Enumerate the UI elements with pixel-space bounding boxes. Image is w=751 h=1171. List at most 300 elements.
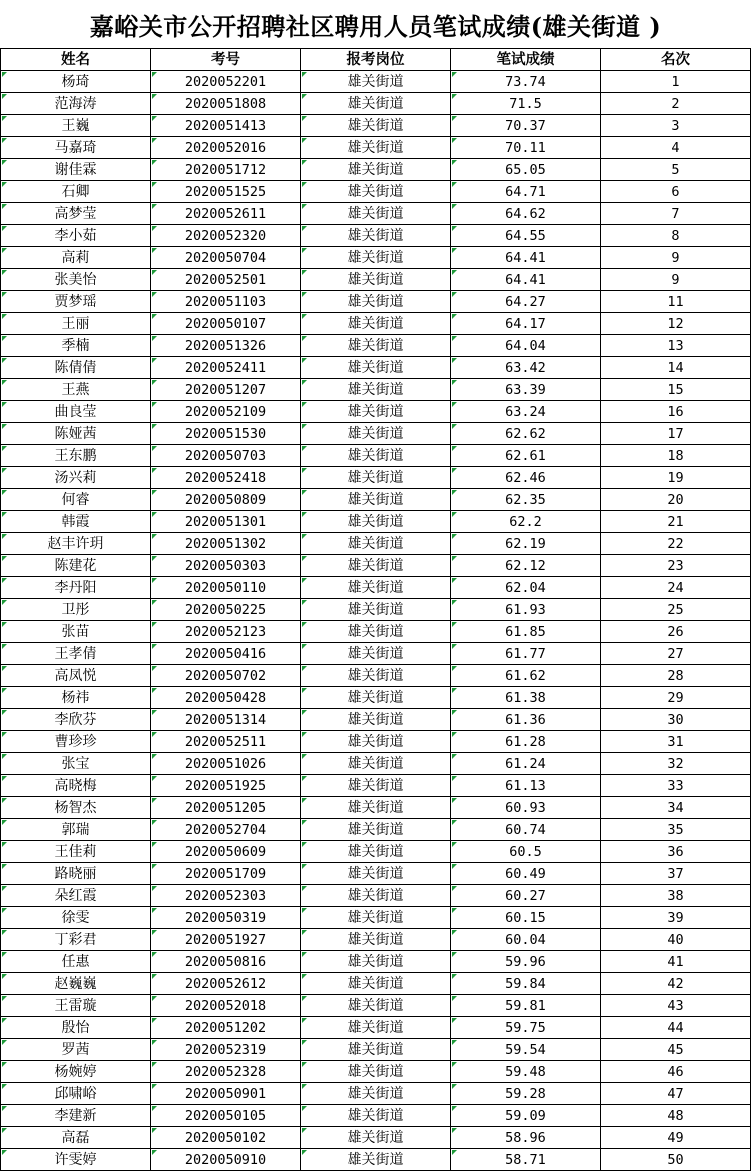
cell-score: 62.19 [451,533,601,555]
cell-score: 60.27 [451,885,601,907]
cell-name: 汤兴莉 [1,467,151,489]
cell-post: 雄关街道 [301,775,451,797]
cell-post: 雄关街道 [301,71,451,93]
cell-post: 雄关街道 [301,181,451,203]
cell-rank: 6 [601,181,751,203]
table-row [1,753,751,775]
cell-exam-id: 2020051026 [151,753,301,775]
cell-name: 高梦莹 [1,203,151,225]
cell-rank: 26 [601,621,751,643]
cell-score: 70.37 [451,115,601,137]
cell-exam-id: 2020051314 [151,709,301,731]
cell-rank: 35 [601,819,751,841]
cell-post: 雄关街道 [301,973,451,995]
cell-score: 64.04 [451,335,601,357]
cell-score: 64.62 [451,203,601,225]
table-row [1,907,751,929]
cell-name: 高凤悦 [1,665,151,687]
cell-post: 雄关街道 [301,225,451,247]
table-row [1,181,751,203]
table-body [1,71,751,1171]
cell-post: 雄关街道 [301,335,451,357]
cell-score: 61.24 [451,753,601,775]
cell-exam-id: 2020050102 [151,1127,301,1149]
cell-score: 61.38 [451,687,601,709]
table-row [1,357,751,379]
cell-score: 61.28 [451,731,601,753]
cell-exam-id: 2020051925 [151,775,301,797]
cell-post: 雄关街道 [301,731,451,753]
cell-post: 雄关街道 [301,379,451,401]
cell-score: 62.62 [451,423,601,445]
cell-rank: 38 [601,885,751,907]
cell-post: 雄关街道 [301,621,451,643]
cell-exam-id: 2020052511 [151,731,301,753]
cell-name: 卫彤 [1,599,151,621]
cell-score: 60.15 [451,907,601,929]
cell-exam-id: 2020052201 [151,71,301,93]
cell-rank: 4 [601,137,751,159]
cell-rank: 22 [601,533,751,555]
cell-score: 63.42 [451,357,601,379]
cell-name: 杨琦 [1,71,151,93]
cell-exam-id: 2020051326 [151,335,301,357]
cell-exam-id: 2020051302 [151,533,301,555]
cell-rank: 46 [601,1061,751,1083]
cell-post: 雄关街道 [301,423,451,445]
cell-name: 陈建花 [1,555,151,577]
header-post: 报考岗位 [301,49,451,71]
cell-name: 陈娅茜 [1,423,151,445]
cell-rank: 45 [601,1039,751,1061]
cell-score: 73.74 [451,71,601,93]
cell-score: 58.96 [451,1127,601,1149]
cell-score: 62.61 [451,445,601,467]
cell-post: 雄关街道 [301,753,451,775]
cell-score: 61.77 [451,643,601,665]
table-row [1,797,751,819]
cell-score: 62.35 [451,489,601,511]
cell-score: 65.05 [451,159,601,181]
cell-rank: 34 [601,797,751,819]
cell-name: 高磊 [1,1127,151,1149]
table-row [1,1105,751,1127]
cell-exam-id: 2020051205 [151,797,301,819]
cell-post: 雄关街道 [301,1105,451,1127]
cell-rank: 19 [601,467,751,489]
cell-name: 任惠 [1,951,151,973]
cell-score: 59.28 [451,1083,601,1105]
cell-post: 雄关街道 [301,511,451,533]
cell-exam-id: 2020052016 [151,137,301,159]
cell-name: 朵红霞 [1,885,151,907]
cell-rank: 11 [601,291,751,313]
cell-rank: 14 [601,357,751,379]
cell-post: 雄关街道 [301,665,451,687]
cell-exam-id: 2020052704 [151,819,301,841]
cell-exam-id: 2020051927 [151,929,301,951]
table-row [1,445,751,467]
cell-rank: 24 [601,577,751,599]
cell-rank: 32 [601,753,751,775]
cell-exam-id: 2020052109 [151,401,301,423]
cell-score: 59.09 [451,1105,601,1127]
cell-name: 王东鹏 [1,445,151,467]
cell-score: 64.71 [451,181,601,203]
cell-name: 路晓丽 [1,863,151,885]
cell-name: 陈倩倩 [1,357,151,379]
cell-name: 曹珍珍 [1,731,151,753]
cell-rank: 50 [601,1149,751,1171]
table-row [1,841,751,863]
cell-score: 62.04 [451,577,601,599]
cell-score: 64.17 [451,313,601,335]
cell-exam-id: 2020051207 [151,379,301,401]
cell-score: 61.93 [451,599,601,621]
cell-exam-id: 2020050105 [151,1105,301,1127]
cell-rank: 29 [601,687,751,709]
table-row [1,1127,751,1149]
cell-rank: 30 [601,709,751,731]
cell-rank: 13 [601,335,751,357]
cell-name: 张美怡 [1,269,151,291]
table-row [1,137,751,159]
cell-rank: 7 [601,203,751,225]
cell-rank: 9 [601,269,751,291]
cell-rank: 5 [601,159,751,181]
table-row [1,819,751,841]
header-row [1,49,751,71]
table-row [1,159,751,181]
table-row [1,687,751,709]
table-row [1,247,751,269]
cell-post: 雄关街道 [301,269,451,291]
header-name: 姓名 [1,49,151,71]
cell-rank: 36 [601,841,751,863]
cell-post: 雄关街道 [301,1017,451,1039]
header-exam-id: 考号 [151,49,301,71]
cell-exam-id: 2020052411 [151,357,301,379]
cell-post: 雄关街道 [301,489,451,511]
cell-name: 许雯婷 [1,1149,151,1171]
cell-rank: 20 [601,489,751,511]
table-row [1,423,751,445]
cell-name: 李建新 [1,1105,151,1127]
cell-exam-id: 2020050225 [151,599,301,621]
cell-exam-id: 2020050416 [151,643,301,665]
cell-score: 60.49 [451,863,601,885]
cell-rank: 21 [601,511,751,533]
cell-score: 61.62 [451,665,601,687]
cell-rank: 39 [601,907,751,929]
cell-name: 殷怡 [1,1017,151,1039]
score-table [0,48,751,1171]
cell-name: 王丽 [1,313,151,335]
table-row [1,885,751,907]
cell-post: 雄关街道 [301,951,451,973]
cell-rank: 17 [601,423,751,445]
cell-post: 雄关街道 [301,203,451,225]
table-row [1,643,751,665]
table-row [1,1083,751,1105]
cell-post: 雄关街道 [301,819,451,841]
cell-rank: 28 [601,665,751,687]
table-row [1,225,751,247]
cell-name: 谢佳霖 [1,159,151,181]
table-row [1,599,751,621]
cell-rank: 42 [601,973,751,995]
cell-exam-id: 2020051202 [151,1017,301,1039]
table-row [1,555,751,577]
cell-name: 李欣芬 [1,709,151,731]
cell-rank: 23 [601,555,751,577]
cell-exam-id: 2020050609 [151,841,301,863]
cell-score: 59.84 [451,973,601,995]
cell-post: 雄关街道 [301,467,451,489]
table-row [1,313,751,335]
cell-name: 韩霞 [1,511,151,533]
cell-exam-id: 2020052611 [151,203,301,225]
cell-exam-id: 2020050910 [151,1149,301,1171]
table-row [1,665,751,687]
cell-exam-id: 2020051712 [151,159,301,181]
cell-post: 雄关街道 [301,1149,451,1171]
cell-name: 曲良莹 [1,401,151,423]
cell-rank: 47 [601,1083,751,1105]
cell-exam-id: 2020050107 [151,313,301,335]
cell-exam-id: 2020051413 [151,115,301,137]
cell-name: 王孝倩 [1,643,151,665]
cell-rank: 25 [601,599,751,621]
table-row [1,929,751,951]
cell-post: 雄关街道 [301,599,451,621]
cell-rank: 43 [601,995,751,1017]
cell-name: 贾梦瑶 [1,291,151,313]
cell-exam-id: 2020051530 [151,423,301,445]
cell-score: 59.75 [451,1017,601,1039]
cell-exam-id: 2020050704 [151,247,301,269]
table-row [1,1039,751,1061]
cell-post: 雄关街道 [301,357,451,379]
cell-score: 60.5 [451,841,601,863]
cell-exam-id: 2020050702 [151,665,301,687]
table-row [1,731,751,753]
cell-name: 王燕 [1,379,151,401]
cell-name: 范海涛 [1,93,151,115]
cell-exam-id: 2020052319 [151,1039,301,1061]
cell-rank: 40 [601,929,751,951]
cell-score: 64.55 [451,225,601,247]
cell-post: 雄关街道 [301,841,451,863]
cell-post: 雄关街道 [301,885,451,907]
cell-score: 64.41 [451,247,601,269]
cell-rank: 12 [601,313,751,335]
cell-post: 雄关街道 [301,115,451,137]
cell-post: 雄关街道 [301,687,451,709]
table-row [1,115,751,137]
cell-post: 雄关街道 [301,797,451,819]
table-row [1,621,751,643]
cell-rank: 41 [601,951,751,973]
cell-name: 罗茜 [1,1039,151,1061]
cell-post: 雄关街道 [301,1127,451,1149]
cell-post: 雄关街道 [301,863,451,885]
cell-exam-id: 2020050816 [151,951,301,973]
cell-score: 59.54 [451,1039,601,1061]
cell-post: 雄关街道 [301,1061,451,1083]
table-row [1,1149,751,1171]
table-row [1,995,751,1017]
table-row [1,1017,751,1039]
cell-exam-id: 2020052320 [151,225,301,247]
table-row [1,577,751,599]
cell-name: 张苗 [1,621,151,643]
cell-score: 63.39 [451,379,601,401]
cell-rank: 1 [601,71,751,93]
cell-exam-id: 2020051301 [151,511,301,533]
header-rank: 名次 [601,49,751,71]
cell-exam-id: 2020052612 [151,973,301,995]
cell-exam-id: 2020050809 [151,489,301,511]
cell-name: 高莉 [1,247,151,269]
cell-exam-id: 2020050110 [151,577,301,599]
cell-name: 李丹阳 [1,577,151,599]
cell-name: 张宝 [1,753,151,775]
cell-rank: 8 [601,225,751,247]
cell-rank: 31 [601,731,751,753]
cell-name: 石卿 [1,181,151,203]
cell-post: 雄关街道 [301,93,451,115]
table-row [1,533,751,555]
cell-name: 李小茹 [1,225,151,247]
cell-score: 64.27 [451,291,601,313]
cell-post: 雄关街道 [301,1083,451,1105]
cell-name: 丁彩君 [1,929,151,951]
cell-score: 62.2 [451,511,601,533]
cell-score: 70.11 [451,137,601,159]
cell-score: 59.96 [451,951,601,973]
cell-rank: 9 [601,247,751,269]
table-row [1,775,751,797]
cell-exam-id: 2020051103 [151,291,301,313]
cell-score: 59.48 [451,1061,601,1083]
cell-score: 60.74 [451,819,601,841]
cell-rank: 33 [601,775,751,797]
cell-rank: 48 [601,1105,751,1127]
cell-post: 雄关街道 [301,907,451,929]
cell-name: 马嘉琦 [1,137,151,159]
cell-name: 王雷璇 [1,995,151,1017]
cell-name: 郭瑞 [1,819,151,841]
cell-name: 杨智杰 [1,797,151,819]
cell-score: 62.46 [451,467,601,489]
cell-post: 雄关街道 [301,291,451,313]
cell-post: 雄关街道 [301,247,451,269]
cell-post: 雄关街道 [301,159,451,181]
cell-exam-id: 2020050703 [151,445,301,467]
cell-post: 雄关街道 [301,709,451,731]
table-row [1,467,751,489]
table-row [1,71,751,93]
cell-rank: 27 [601,643,751,665]
cell-score: 63.24 [451,401,601,423]
cell-name: 季楠 [1,335,151,357]
cell-rank: 2 [601,93,751,115]
cell-post: 雄关街道 [301,577,451,599]
table-row [1,203,751,225]
cell-rank: 15 [601,379,751,401]
cell-exam-id: 2020052418 [151,467,301,489]
table-row [1,335,751,357]
cell-score: 59.81 [451,995,601,1017]
cell-rank: 18 [601,445,751,467]
cell-post: 雄关街道 [301,533,451,555]
cell-post: 雄关街道 [301,401,451,423]
cell-name: 王佳莉 [1,841,151,863]
cell-exam-id: 2020050901 [151,1083,301,1105]
cell-name: 徐雯 [1,907,151,929]
cell-score: 64.41 [451,269,601,291]
cell-rank: 3 [601,115,751,137]
cell-post: 雄关街道 [301,313,451,335]
cell-post: 雄关街道 [301,137,451,159]
cell-score: 58.71 [451,1149,601,1171]
cell-name: 赵巍巍 [1,973,151,995]
cell-exam-id: 2020051709 [151,863,301,885]
cell-post: 雄关街道 [301,929,451,951]
cell-score: 61.13 [451,775,601,797]
table-row [1,401,751,423]
cell-name: 赵丰许玥 [1,533,151,555]
cell-score: 71.5 [451,93,601,115]
cell-exam-id: 2020051525 [151,181,301,203]
cell-rank: 16 [601,401,751,423]
cell-score: 61.36 [451,709,601,731]
cell-post: 雄关街道 [301,643,451,665]
cell-exam-id: 2020052501 [151,269,301,291]
page-title: 嘉峪关市公开招聘社区聘用人员笔试成绩(雄关街道 ) [89,11,662,41]
cell-name: 王巍 [1,115,151,137]
cell-rank: 44 [601,1017,751,1039]
cell-exam-id: 2020052303 [151,885,301,907]
table-row [1,709,751,731]
cell-post: 雄关街道 [301,445,451,467]
table-row [1,511,751,533]
table-row [1,93,751,115]
cell-score: 60.04 [451,929,601,951]
cell-post: 雄关街道 [301,1039,451,1061]
cell-post: 雄关街道 [301,555,451,577]
cell-score: 62.12 [451,555,601,577]
cell-score: 61.85 [451,621,601,643]
cell-name: 邱啸峪 [1,1083,151,1105]
cell-score: 60.93 [451,797,601,819]
table-row [1,379,751,401]
cell-name: 杨婉婷 [1,1061,151,1083]
header-score: 笔试成绩 [451,49,601,71]
cell-exam-id: 2020050319 [151,907,301,929]
cell-exam-id: 2020050303 [151,555,301,577]
cell-rank: 37 [601,863,751,885]
table-row [1,489,751,511]
cell-name: 何睿 [1,489,151,511]
cell-name: 高晓梅 [1,775,151,797]
cell-exam-id: 2020052328 [151,1061,301,1083]
cell-name: 杨祎 [1,687,151,709]
table-row [1,1061,751,1083]
cell-exam-id: 2020050428 [151,687,301,709]
table-row [1,863,751,885]
